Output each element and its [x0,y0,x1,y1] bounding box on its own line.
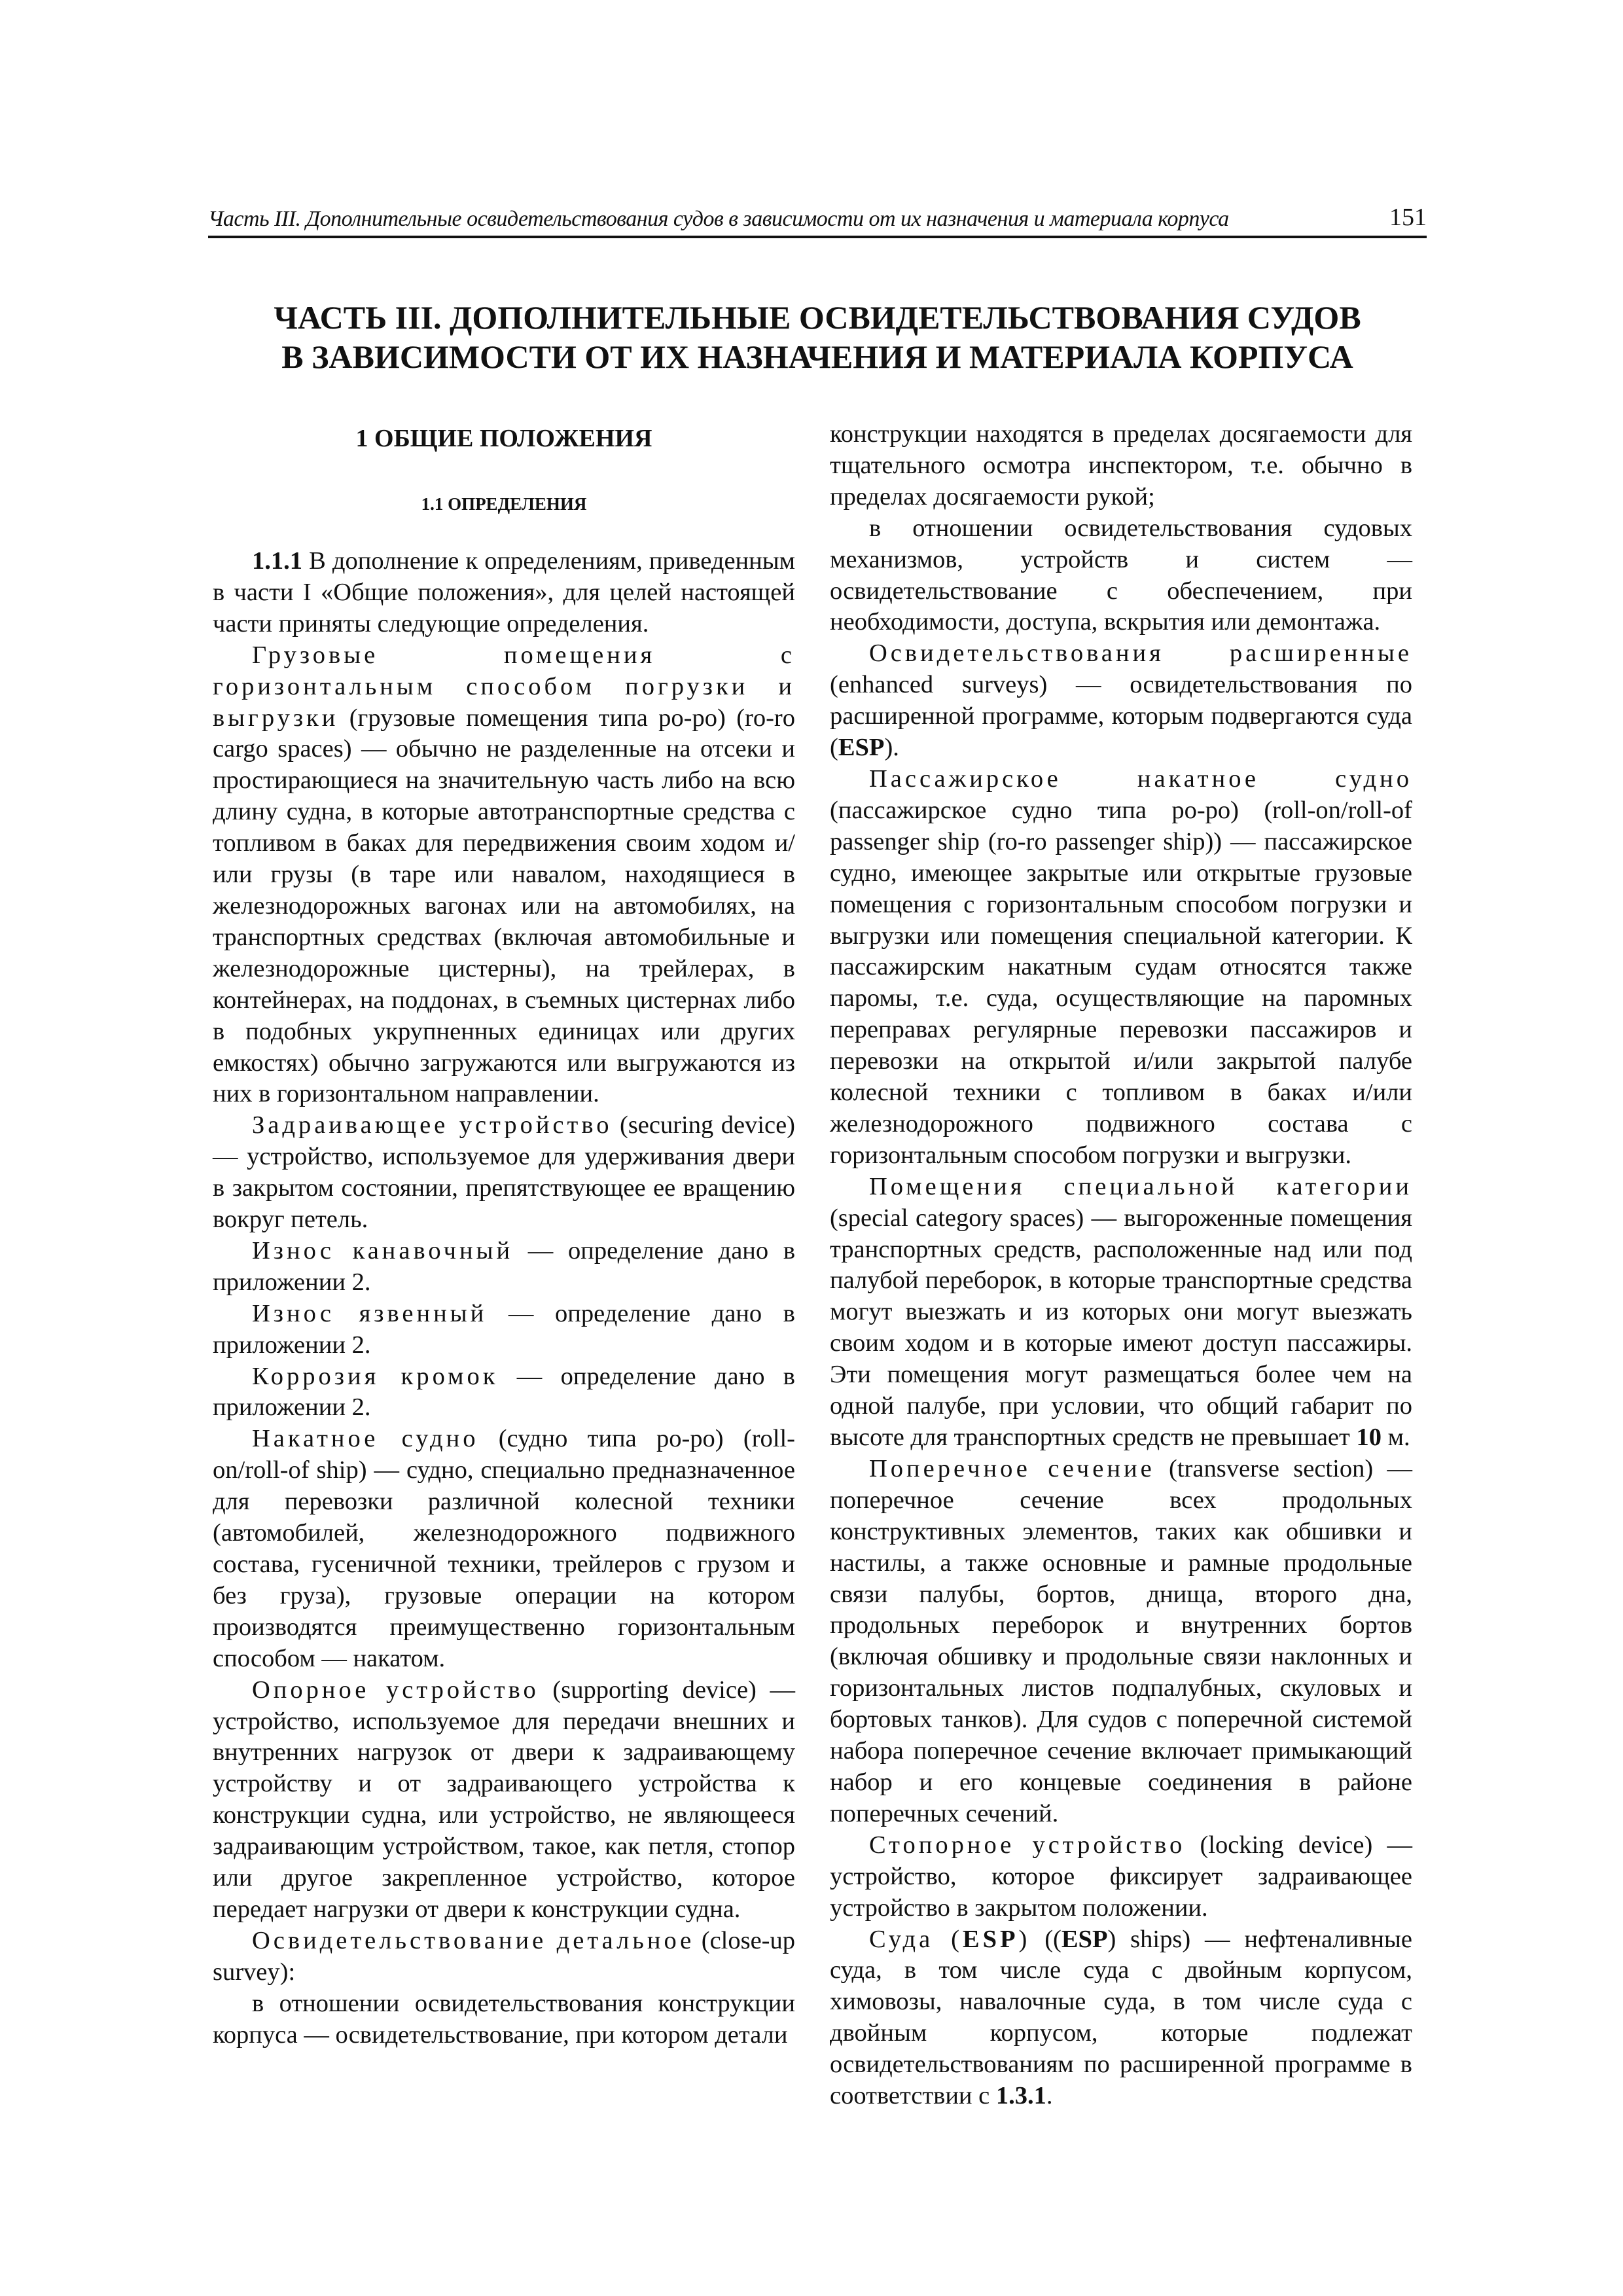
term-roro-passenger-ship: Пассажирское накатное судно [869,764,1412,793]
term-close-up-survey: Освидетельствование детальное [252,1926,695,1954]
running-header-title: Часть III. Дополнительные освидетельствования судов в зависимости от их назначения и материала корпуса [208,207,1229,231]
part-title-line-2: В ЗАВИСИМОСТИ ОТ ИХ НАЗНАЧЕНИЯ И МАТЕРИАЛА КОРПУСА [281,338,1353,375]
running-header [208,196,1427,238]
definition-pitting-wear: Износ язвенный — определение дано в приложении 2. [213,1299,795,1359]
term-supporting-device: Опорное устройство [252,1676,539,1704]
paragraph-1-1-1: 1.1.1 В дополнение к определениям, приведенным в части I «Общие положения», для целей настоящей части приняты следующие определения. [213,547,795,637]
definition-supporting-device: Опорное устройство (supporting device) — устройство, используемое для передачи внешних и внутренних нагрузок от двери к задраивающему устройству и от задраивающего устройства к конструкции судна, или устройство, не являющееся задраивающим устройством, такое, как петля, стопор или другое закрепленное устройство, которое передает нагрузки от двери к конструкции судна. [213,1676,795,1923]
term-cargo-spaces: Грузовые помещения с горизонтальным способом погрузки и выгрузки [213,641,795,732]
right-column [830,419,1412,2112]
term-transverse-section: Поперечное сечение [869,1454,1155,1482]
definition-transverse-section: Поперечное сечение (transverse section) — поперечное сечение всех продольных конструктивных элементов, таких как обшивки и настилы, а также основные и рамные продольные связи палубы, бортов, днища, второго дна, продольных переборок и внутренних бортов (включая обшивку и продольные связи наклонных и горизонтальных листов подпалубных, скуловых и бортовых танков). Для судов с поперечной системой набора поперечное сечение включает примыкающий набор и его концевые соединения в районе поперечных сечений. [830,1454,1412,1827]
term-special-category-spaces: Помещения специальной категории [869,1172,1412,1200]
term-locking-device: Стопорное устройство [869,1831,1186,1859]
cross-reference: 1.3.1 [995,2082,1046,2110]
definition-edge-corrosion: Коррозия кромок — определение дано в приложении 2. [213,1362,795,1422]
term-grooving-wear: Износ канавочный [252,1236,514,1265]
subsection-heading: 1.1 ОПРЕДЕЛЕНИЯ [421,494,587,514]
left-column [213,419,795,2051]
term-securing-device: Задраивающее устройство [252,1111,613,1139]
term-roro-ship: Накатное судно [252,1425,479,1453]
definition-grooving-wear: Износ канавочный — определение дано в приложении 2. [213,1236,795,1296]
page-number: 151 [1389,204,1427,231]
close-up-survey-machinery: в отношении освидетельствования судовых механизмов, устройств и систем — освидетельствование с обеспечением, при необходимости, доступа, вскрытия или демонтажа. [830,514,1412,636]
definition-roro-passenger-ship: Пассажирское накатное судно (пассажирское судно типа ро-ро) (roll-on/roll-of passenger ship (ro-ro passenger ship)) — пассажирское судно, имеющее закрытые или открытые грузовые помещения с горизонтальным способом погрузки и выгрузки или помещения специальной категории. К пассажирским накатным судам относятся также паромы, т.е. суда, осуществляющие на паромных переправах регулярные перевозки пассажиров и перевозки на открытой и/или закрытой палубе колесной техники с топливом в баках и/или железнодорожного подвижного состава с горизонтальным способом погрузки и выгрузки. [830,764,1412,1169]
definition-locking-device: Стопорное устройство (locking device) — устройство, которое фиксирует задраивающее устройство в закрытом положении. [830,1831,1412,1922]
definition-roro-ship: Накатное судно (судно типа ро-ро) (roll-on/roll-of ship) — судно, специально предназначенное для перевозки различной колесной техники (автомобилей, железнодорожного подвижного состава, гусеничной техники, трейлеров с грузом и без груза), грузовые операции на котором производятся преимущественно горизонтальным способом — накатом. [213,1425,795,1672]
section-heading: 1 ОБЩИЕ ПОЛОЖЕНИЯ [355,425,652,452]
definition-esp-ships: Суда (ESP) ((ESP) ships) — нефтеналивные суда, в том числе суда с двойным корпусом, химовозы, навалочные суда, в том числе суда с двойным корпусом, которые подлежат освидетельствованиям по расширенной программе в соответствии с 1.3.1. [830,1925,1412,2110]
definition-close-up-survey: Освидетельствование детальное (close-up survey): [213,1926,795,1986]
definition-securing-device: Задраивающее устройство (securing device) — устройство, используемое для удерживания двери в закрытом состоянии, препятствующее ее вращению вокруг петель. [213,1111,795,1234]
term-pitting-wear: Износ язвенный [252,1299,488,1327]
close-up-survey-hull-continued: конструкции находятся в пределах досягаемости для тщательного осмотра инспектором, т.е. обычно в пределах досягаемости рукой; [830,420,1412,511]
definition-enhanced-surveys: Освидетельствования расширенные (enhanced surveys) — освидетельствования по расширенной программе, которым подвергаются суда (ESP). [830,639,1412,762]
part-title-line-1: ЧАСТЬ III. ДОПОЛНИТЕЛЬНЫЕ ОСВИДЕТЕЛЬСТВОВАНИЯ СУДОВ [274,299,1361,336]
term-edge-corrosion: Коррозия кромок [252,1362,499,1390]
close-up-survey-hull: в отношении освидетельствования конструкции корпуса — освидетельствование, при котором детали [213,1989,795,2049]
definition-special-category-spaces: Помещения специальной категории (special category spaces) — выгороженные помещения транспортных средств, расположенные над или под палубой переборок, в которые транспортные средства могут выезжать и из которых они могут выезжать своим ходом и в которые имеют доступ пассажиры. Эти помещения могут размещаться более чем на одной палубе, при условии, что общий габарит по высоте для транспортных средств не превышает 10 м. [830,1172,1412,1451]
clause-number: 1.1.1 [252,547,302,575]
term-esp-ships: Суда ( [869,1925,963,1953]
part-title [208,298,1427,376]
definition-cargo-spaces: Грузовые помещения с горизонтальным способом погрузки и выгрузки (грузовые помещения типа ро-ро) (ro-ro cargo spaces) — обычно не разделенные на отсеки и простирающиеся на значительную часть либо на всю длину судна, в которые автотранспортные средства с топливом в баках для передвижения своим ходом и/или грузы (в таре или навалом, находящиеся в железнодорожных вагонах или на автомобилях, на транспортных средствах (включая автомобильные и железнодорожные цистерны), на трейлерах, в контейнерах, на поддонах, в съемных цистернах либо в подобных укрупненных единицах или других емкостях) обычно загружаются или выгружаются из них в горизонтальном направлении. [213,641,795,1108]
term-enhanced-surveys: Освидетельствования расширенные [869,639,1412,668]
